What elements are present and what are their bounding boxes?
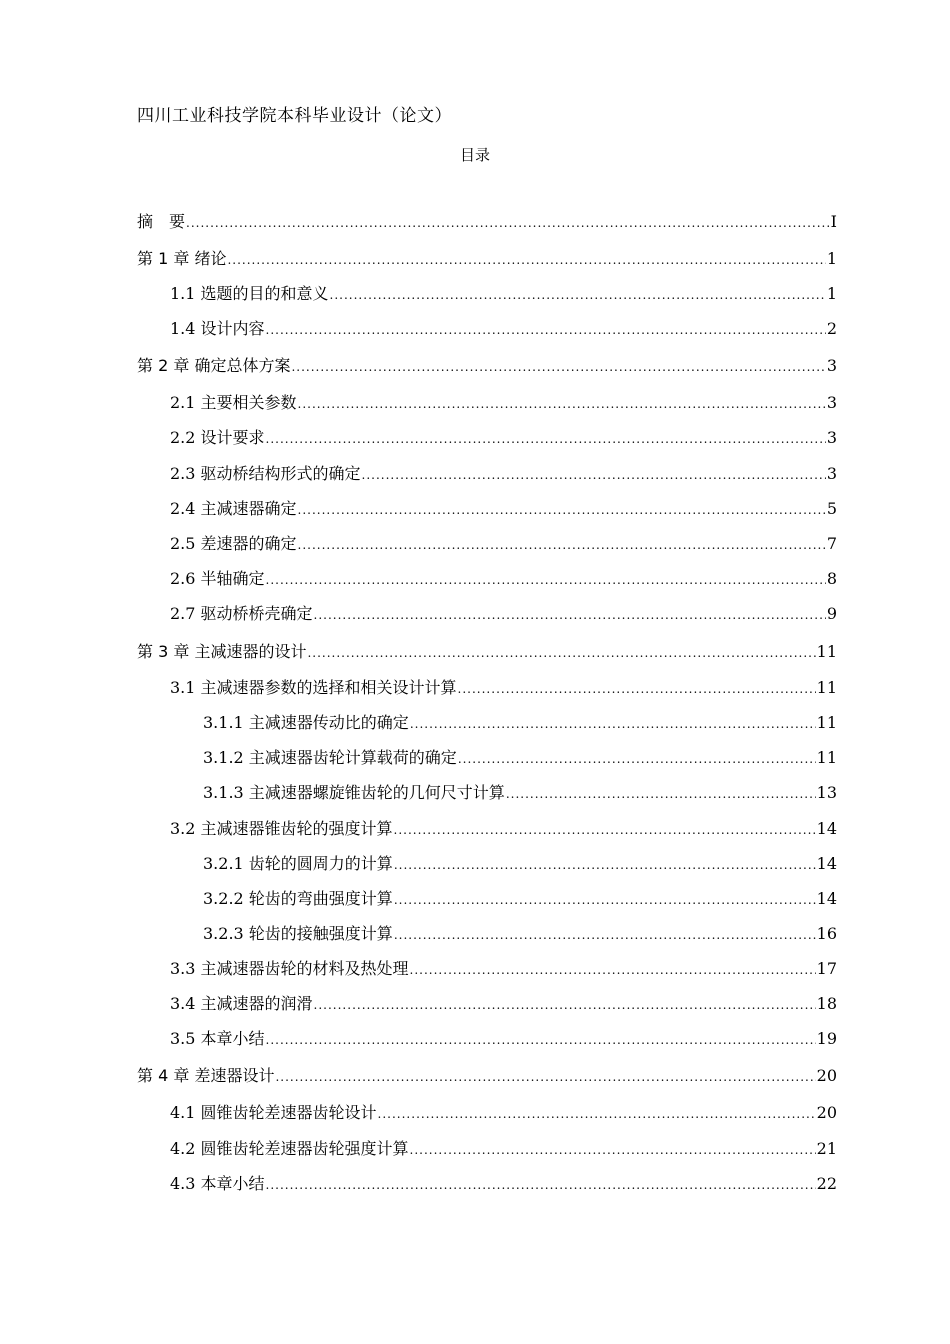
toc-page-number: 11	[816, 678, 837, 697]
toc-entry-label: 3.2.2 轮齿的弯曲强度计算	[203, 889, 393, 908]
toc-entry[interactable]	[137, 316, 837, 342]
toc-entry-label: 3.1.2 主减速器齿轮计算载荷的确定	[203, 748, 457, 767]
toc-entry[interactable]	[137, 1171, 837, 1197]
toc-page-number: 5	[826, 499, 837, 518]
toc-entry-label: 2.7 驱动桥桥壳确定	[170, 604, 313, 623]
toc-entry[interactable]	[137, 531, 837, 557]
toc-entry[interactable]	[137, 1136, 837, 1162]
toc-entry[interactable]	[137, 780, 837, 806]
toc-entry-label: 2.1 主要相关参数	[170, 393, 297, 412]
toc-dot-leader	[298, 532, 826, 558]
toc-entry-label: 2.3 驱动桥结构形式的确定	[170, 464, 361, 483]
toc-entry[interactable]	[137, 390, 837, 416]
toc-page-number: 3	[826, 356, 837, 375]
toc-dot-leader	[394, 817, 816, 843]
toc-dot-leader	[458, 746, 816, 772]
toc-dot-leader	[307, 640, 815, 666]
toc-dot-leader	[266, 426, 826, 452]
thesis-header: 四川工业科技学院本科毕业设计（论文）	[137, 106, 452, 126]
toc-entry[interactable]	[137, 816, 837, 842]
toc-dot-leader	[227, 247, 825, 273]
toc-entry[interactable]	[137, 496, 837, 522]
toc-dot-leader	[291, 354, 825, 380]
toc-entry[interactable]	[137, 851, 837, 877]
toc-entry-label: 第 4 章 差速器设计	[137, 1066, 275, 1085]
toc-entry-label: 第 2 章 确定总体方案	[137, 356, 291, 375]
toc-entry-label: 第 1 章 绪论	[137, 249, 227, 268]
toc-dot-leader	[330, 282, 826, 308]
toc-entry-label: 2.5 差速器的确定	[170, 534, 297, 553]
toc-dot-leader	[298, 497, 826, 523]
toc-entry[interactable]	[137, 921, 837, 947]
toc-entry[interactable]	[137, 566, 837, 592]
toc-page-number: 16	[816, 924, 837, 943]
toc-entry-label: 2.2 设计要求	[170, 428, 265, 447]
toc-dot-leader	[410, 1137, 816, 1163]
toc-dot-leader	[266, 317, 826, 343]
toc-page-number: 20	[816, 1066, 837, 1085]
toc-entry[interactable]	[137, 956, 837, 982]
toc-page-number: 1	[826, 249, 837, 268]
toc-entry[interactable]	[137, 745, 837, 771]
toc-dot-leader	[186, 210, 830, 236]
toc-page-number: 14	[816, 854, 837, 873]
toc-dot-leader	[314, 992, 816, 1018]
toc-entry[interactable]	[137, 353, 837, 379]
toc-entry-label: 3.2.3 轮齿的接触强度计算	[203, 924, 393, 943]
toc-entry[interactable]	[137, 675, 837, 701]
toc-page-number: 11	[816, 748, 837, 767]
toc-page-number: 18	[816, 994, 837, 1013]
toc-entry[interactable]	[137, 710, 837, 736]
toc-entry-label: 1.1 选题的目的和意义	[170, 284, 329, 303]
toc-page-number: 17	[816, 959, 837, 978]
toc-entry[interactable]	[137, 601, 837, 627]
toc-dot-leader	[394, 922, 816, 948]
toc-page-number: 9	[826, 604, 837, 623]
toc-page-number: 19	[816, 1029, 837, 1048]
toc-entry[interactable]	[137, 1026, 837, 1052]
toc-entry-label: 3.2.1 齿轮的圆周力的计算	[203, 854, 393, 873]
toc-dot-leader	[275, 1064, 815, 1090]
toc-entry-label: 3.1.3 主减速器螺旋锥齿轮的几何尺寸计算	[203, 783, 505, 802]
toc-page-number: 8	[826, 569, 837, 588]
toc-entry-label: 3.1.1 主减速器传动比的确定	[203, 713, 409, 732]
toc-entry-label: 2.6 半轴确定	[170, 569, 265, 588]
toc-page-number: 3	[826, 393, 837, 412]
toc-dot-leader	[410, 957, 816, 983]
toc-entry-label: 4.1 圆锥齿轮差速器齿轮设计	[170, 1103, 377, 1122]
toc-dot-leader	[266, 1027, 816, 1053]
toc-entry[interactable]	[137, 209, 837, 235]
toc-entry[interactable]	[137, 425, 837, 451]
toc-page-number: I	[830, 212, 837, 231]
toc-page-number: 3	[826, 428, 837, 447]
toc-dot-leader	[458, 676, 816, 702]
toc-dot-leader	[362, 462, 826, 488]
toc-entry[interactable]	[137, 461, 837, 487]
toc-page-number: 13	[816, 783, 837, 802]
toc-entry-label: 3.4 主减速器的润滑	[170, 994, 313, 1013]
toc-entry-label: 摘 要	[137, 212, 186, 231]
toc-entry-label: 4.3 本章小结	[170, 1174, 265, 1193]
toc-dot-leader	[298, 391, 826, 417]
toc-entry-label: 3.2 主减速器锥齿轮的强度计算	[170, 819, 393, 838]
toc-entry-label: 3.1 主减速器参数的选择和相关设计计算	[170, 678, 457, 697]
toc-page-number: 11	[816, 713, 837, 732]
toc-page-number: 11	[816, 642, 837, 661]
toc-dot-leader	[506, 781, 816, 807]
toc-page-number: 2	[826, 319, 837, 338]
toc-dot-leader	[410, 711, 816, 737]
toc-entry[interactable]	[137, 281, 837, 307]
toc-entry[interactable]	[137, 246, 837, 272]
toc-page-number: 22	[816, 1174, 837, 1193]
toc-page-number: 14	[816, 819, 837, 838]
toc-entry-label: 2.4 主减速器确定	[170, 499, 297, 518]
toc-dot-leader	[394, 887, 816, 913]
toc-entry-label: 4.2 圆锥齿轮差速器齿轮强度计算	[170, 1139, 409, 1158]
toc-page-number: 14	[816, 889, 837, 908]
toc-entry[interactable]	[137, 1100, 837, 1126]
toc-entry[interactable]	[137, 886, 837, 912]
toc-entry-label: 1.4 设计内容	[170, 319, 265, 338]
toc-dot-leader	[314, 602, 826, 628]
toc-dot-leader	[378, 1101, 816, 1127]
toc-title: 目录	[459, 146, 490, 164]
toc-entry-label: 3.5 本章小结	[170, 1029, 265, 1048]
toc-entry[interactable]	[137, 991, 837, 1017]
toc-page-number: 1	[826, 284, 837, 303]
toc-dot-leader	[266, 567, 826, 593]
toc-page-number: 21	[816, 1139, 837, 1158]
toc-dot-leader	[266, 1172, 816, 1198]
toc-page-number: 3	[826, 464, 837, 483]
toc-entry-label: 第 3 章 主减速器的设计	[137, 642, 307, 661]
toc-page-number: 7	[826, 534, 837, 553]
toc-entry[interactable]	[137, 1063, 837, 1089]
toc-entry[interactable]	[137, 639, 837, 665]
toc-dot-leader	[394, 852, 816, 878]
toc-page-number: 20	[816, 1103, 837, 1122]
toc-entry-label: 3.3 主减速器齿轮的材料及热处理	[170, 959, 409, 978]
